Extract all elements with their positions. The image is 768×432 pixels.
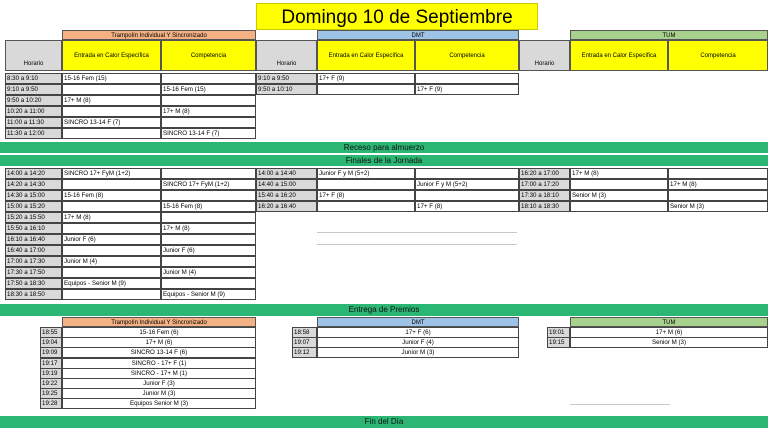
award-category: Equipos Senior M (3) (62, 398, 256, 409)
schedule-time: 15:00 a 15:20 (5, 201, 62, 212)
schedule-entrada: Senior M (3) (570, 190, 668, 201)
schedule-entrada: 15-16 Fem (8) (62, 190, 161, 201)
schedule-time: 14:40 a 15:00 (256, 179, 317, 190)
schedule-competencia (161, 190, 256, 201)
schedule-entrada: 17+ M (8) (62, 95, 161, 106)
schedule-entrada (317, 201, 415, 212)
schedule-competencia: Junior M (4) (161, 267, 256, 278)
schedule-time: 14:20 a 14:30 (5, 179, 62, 190)
schedule-time: 8:30 a 9:10 (5, 73, 62, 84)
col-competencia-dmt: Competencia (415, 40, 519, 71)
award-time: 19:17 (40, 358, 62, 369)
award-time: 19:15 (547, 337, 570, 348)
schedule-competencia (415, 168, 519, 179)
schedule-competencia (415, 73, 519, 84)
schedule-entrada: 17+ M (8) (62, 212, 161, 223)
schedule-competencia: SINCRO 13-14 F (7) (161, 128, 256, 139)
schedule-entrada (317, 179, 415, 190)
page-title: Domingo 10 de Septiembre (256, 3, 538, 30)
col-entrada-tum: Entrada en Calor Específica (570, 40, 668, 71)
award-time: 19:28 (40, 398, 62, 409)
schedule-time: 17:30 a 17:50 (5, 267, 62, 278)
col-horario-tum: Horario (519, 40, 570, 71)
schedule-entrada: Junior M (4) (62, 256, 161, 267)
schedule-competencia: Junior F y M (5+2) (415, 179, 519, 190)
awards-header-dmt: DMT (317, 317, 519, 327)
award-time: 19:22 (40, 378, 62, 389)
award-time: 19:04 (40, 337, 62, 348)
schedule-entrada: Junior F y M (5+2) (317, 168, 415, 179)
schedule-competencia (161, 234, 256, 245)
award-category: Junior F (3) (62, 378, 256, 389)
schedule-time: 14:30 a 15:00 (5, 190, 62, 201)
schedule-entrada (62, 201, 161, 212)
award-time: 19:19 (40, 368, 62, 379)
schedule-time: 18:10 a 18:30 (519, 201, 570, 212)
schedule-competencia: Junior F (6) (161, 245, 256, 256)
schedule-entrada (62, 223, 161, 234)
schedule-competencia (161, 117, 256, 128)
award-time: 18:58 (292, 327, 317, 338)
award-time: 19:01 (547, 327, 570, 338)
schedule-competencia: 17+ M (8) (668, 179, 768, 190)
schedule-time: 14:00 a 14:20 (5, 168, 62, 179)
schedule-entrada (62, 245, 161, 256)
schedule-entrada: 17+ F (9) (317, 73, 415, 84)
award-category: SINCRO 13-14 F (6) (62, 347, 256, 358)
award-category: SINCRO - 17+ M (1) (62, 368, 256, 379)
awards-header-tum: TUM (570, 317, 768, 327)
schedule-competencia: 15-16 Fem (8) (161, 201, 256, 212)
award-category: 17+ F (6) (317, 327, 519, 338)
schedule-time: 9:10 a 9:50 (256, 73, 317, 84)
award-time: 19:07 (292, 337, 317, 348)
schedule-entrada: SINCRO 17+ FyM (1+2) (62, 168, 161, 179)
schedule-time: 10:20 a 11:00 (5, 106, 62, 117)
schedule-competencia: Equipos - Senior M (9) (161, 289, 256, 300)
schedule-time: 16:20 a 16:40 (256, 201, 317, 212)
fin-band: Fin del Día (0, 416, 768, 428)
schedule-time: 17:30 a 18:10 (519, 190, 570, 201)
award-category: Senior M (3) (570, 337, 768, 348)
award-time: 18:55 (40, 327, 62, 338)
schedule-entrada (62, 84, 161, 95)
receso-band: Receso para almuerzo (0, 142, 768, 153)
section-header-tum: TUM (570, 30, 768, 40)
col-competencia-tramp: Competencia (161, 40, 256, 71)
award-time: 19:25 (40, 388, 62, 399)
schedule-time: 11:00 a 11:30 (5, 117, 62, 128)
schedule-entrada: 15-16 Fem (15) (62, 73, 161, 84)
finales-band: Finales de la Jornada (0, 155, 768, 166)
schedule-time: 16:10 a 16:40 (5, 234, 62, 245)
schedule-time: 16:20 a 17:00 (519, 168, 570, 179)
schedule-time: 17:50 a 18:30 (5, 278, 62, 289)
schedule-entrada (62, 289, 161, 300)
schedule-competencia (668, 168, 768, 179)
schedule-entrada: Equipos - Senior M (9) (62, 278, 161, 289)
schedule-time: 16:40 a 17:00 (5, 245, 62, 256)
schedule-time: 15:20 a 15:50 (5, 212, 62, 223)
schedule-time: 11:30 a 12:00 (5, 128, 62, 139)
schedule-competencia (161, 73, 256, 84)
schedule-time: 9:50 a 10:20 (5, 95, 62, 106)
col-competencia-tum: Competencia (668, 40, 768, 71)
award-category: 17+ M (6) (570, 327, 768, 338)
section-header-trampolin: Trampolín Individual Y Sincronizado (62, 30, 256, 40)
schedule-competencia (161, 95, 256, 106)
schedule-time: 15:50 a 16:10 (5, 223, 62, 234)
schedule-entrada (62, 179, 161, 190)
schedule-competencia (161, 256, 256, 267)
schedule-competencia: 15-16 Fem (15) (161, 84, 256, 95)
schedule-competencia (161, 278, 256, 289)
schedule-entrada: 17+ F (8) (317, 190, 415, 201)
schedule-competencia: Senior M (3) (668, 201, 768, 212)
schedule-competencia: SINCRO 17+ FyM (1+2) (161, 179, 256, 190)
col-entrada-dmt: Entrada en Calor Específica (317, 40, 415, 71)
schedule-time: 14:00 a 14:40 (256, 168, 317, 179)
schedule-competencia: 17+ M (8) (161, 223, 256, 234)
schedule-competencia: 17+ M (8) (161, 106, 256, 117)
schedule-entrada: 17+ M (8) (570, 168, 668, 179)
col-horario-dmt: Horario (256, 40, 317, 71)
award-category: Junior M (3) (62, 388, 256, 399)
grid-line (317, 244, 517, 245)
award-category: 15-16 Fem (6) (62, 327, 256, 338)
schedule-entrada (62, 106, 161, 117)
grid-line (317, 232, 517, 233)
schedule-competencia (668, 190, 768, 201)
schedule-competencia: 17+ F (8) (415, 201, 519, 212)
schedule-entrada: Junior F (6) (62, 234, 161, 245)
schedule-competencia: 17+ F (9) (415, 84, 519, 95)
section-header-dmt: DMT (317, 30, 519, 40)
award-time: 19:09 (40, 347, 62, 358)
awards-header-trampolin: Trampolín Individual Y Sincronizado (62, 317, 256, 327)
schedule-competencia (161, 212, 256, 223)
award-category: Junior F (4) (317, 337, 519, 348)
schedule-entrada (62, 128, 161, 139)
schedule-time: 9:10 a 9:50 (5, 84, 62, 95)
schedule-time: 18:30 a 18:50 (5, 289, 62, 300)
schedule-time: 17:00 a 17:20 (519, 179, 570, 190)
award-category: SINCRO - 17+ F (1) (62, 358, 256, 369)
award-time: 19:12 (292, 347, 317, 358)
schedule-entrada (317, 84, 415, 95)
schedule-entrada (570, 201, 668, 212)
schedule-entrada: SINCRO 13-14 F (7) (62, 117, 161, 128)
premios-band: Entrega de Premios (0, 304, 768, 316)
schedule-time: 9:50 a 10:10 (256, 84, 317, 95)
schedule-entrada (570, 179, 668, 190)
grid-line (570, 404, 670, 405)
schedule-time: 17:00 a 17:30 (5, 256, 62, 267)
schedule-time: 15:40 a 16:20 (256, 190, 317, 201)
col-horario-tramp: Horario (5, 40, 62, 71)
schedule-competencia (415, 190, 519, 201)
col-entrada-tramp: Entrada en Calor Específica (62, 40, 161, 71)
award-category: 17+ M (6) (62, 337, 256, 348)
schedule-competencia (161, 168, 256, 179)
award-category: Junior M (3) (317, 347, 519, 358)
schedule-entrada (62, 267, 161, 278)
